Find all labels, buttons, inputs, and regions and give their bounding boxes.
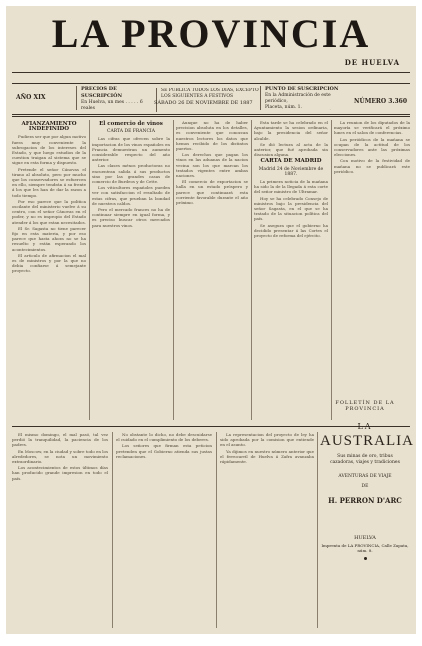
- masthead-title: LA PROVINCIA: [51, 11, 371, 56]
- column-3: [176, 120, 248, 420]
- article-paragraph: Pretende el señor Cánovas el tirano al absoluto, pero por mucho que los conservadores se esfuercen en ello, siempre tendrán á su frente á los que les han de dar la razon a todo tiempo.: [12, 166, 86, 198]
- subscription-point-line: Placeta, núm. 1.: [265, 105, 302, 110]
- article-paragraph: No obstante lo dicho, no debe descuidarse el cuidado en el cumplimiento de los deberes.: [116, 432, 212, 443]
- article-paragraph: Pero el mercado frances no ha de continuar siempre en igual forma, y es preciso buscar otros mercados para nuestros vinos.: [92, 207, 170, 228]
- article-paragraph: Los periódicos de la mañana se ocupan de la actitud de los conservadores ante las próximas elecciones.: [334, 136, 410, 158]
- serial-author: H. PERRON D'ARC: [328, 496, 402, 505]
- article-paragraph: Las clases ménos productoras no encuentran salida á sus productos sino por las grandes casas de comercio de Burdeos y de Cette.: [92, 163, 170, 185]
- divider: [12, 114, 410, 115]
- article-paragraph: Las cifras que ofrecen sobre la importacion de los vinos españoles en Francia demuestran un aumento considerable respecto del año anterior.: [92, 136, 170, 163]
- article-paragraph: Los señores que firman esta peticion pretenden que el Gobierno atienda sus justas reclamaciones.: [116, 443, 212, 459]
- article-paragraph: La reunion de los diputados de la mayoría se verificará el próximo lunes en el salon de conferencias.: [334, 120, 410, 136]
- subscription-line: En Huelva, un mes . . . . . 6 reales: [81, 100, 143, 110]
- article-subheading: Madrid 24 de Noviembre de 1887.: [258, 166, 324, 177]
- serial-by: DE: [361, 484, 369, 489]
- article-paragraph: Los viticultores españoles pueden ver con satisfaccion el resultado de estas cifras, que prueban la bondad de nuestros caldos.: [92, 185, 170, 206]
- article-paragraph: Por eso parece que la politica oscilante del ministerio vuelve á su centro, con el señor Cánovas en el poder, y no es impropio del Estado atender á los que estan necesitados.: [12, 198, 86, 225]
- article-paragraph: La representacion del proyecto de ley ha sido aprobada por la comision que entiende en el asunto.: [220, 432, 314, 448]
- serial-article: LA: [357, 422, 373, 431]
- article-paragraph: Los derechos que pagan los vinos en las aduanas de la nacion vecina son los que marcan los tratados vigentes entre ambas naciones.: [176, 152, 248, 179]
- article-paragraph: El articulo de afirmacion el mal es de ministros y por la que no debia confiarse á semejante proyecto.: [12, 252, 86, 274]
- column-5: [334, 120, 410, 420]
- article-paragraph: Aunque no ha de haber precision absoluta en los detalles, es conveniente que conozcan nuestros lectores los datos que hemos recibido de los distintos puertos.: [176, 120, 248, 152]
- serial-label: FOLLETÍN DE LA PROVINCIA: [335, 400, 395, 412]
- article-heading: El comercio de vinos: [99, 121, 163, 127]
- article-paragraph: Ya dijimos en nuestro número anterior que el ferrocarril de Huelva á Zafra avanzaba rápidamente.: [220, 448, 314, 465]
- article-heading: AFIANZAMIENTO INDEFINIDO: [21, 121, 77, 133]
- publisher-imprint: Imprenta de LA PROVINCIA, Calle Zapata, núm. 8.: [321, 543, 409, 553]
- article-paragraph: En Moscow, en la ciudad y sobre todo en los alrededores, se nota un movimiento extraordinario.: [12, 448, 108, 465]
- article-subheading: CARTA DE FRANCIA: [107, 129, 155, 135]
- masthead-subtitle: DE HUELVA: [344, 58, 400, 67]
- column-divider: [89, 120, 90, 420]
- column-2: [92, 120, 170, 420]
- serial-tagline: [320, 454, 410, 466]
- bottom-column-1: [12, 432, 108, 628]
- column-4: [254, 120, 328, 420]
- bottom-column-2: [116, 432, 212, 628]
- publication-note-text: SE PUBLICA TODOS LOS DÍAS, EXCEPTO LOS SIGUIENTES A FESTIVOS: [161, 88, 259, 99]
- subscription-title: PRECIOS DE SUSCRIPCIÓN: [81, 86, 123, 99]
- column-divider: [331, 120, 332, 420]
- article-paragraph: Pudiera ser que por algun motivo fuera muy conveniente la subrogacion de los intereses del Estado, y que luego estudios de la cuestion traigan al sistema que se sigue en esta forma y dispuesto.: [12, 134, 86, 166]
- column-divider: [216, 432, 217, 628]
- article-paragraph: El Sr. Sagasta no tiene parecer fijo en esta materia, y por eso parece que hasta ahora no se ha resuelto y están esperando los acontecimientos.: [12, 225, 86, 252]
- article-paragraph: Se asegura que el gobierno ha decidido presentar á las Cortes el proyecto de reforma del ejército.: [254, 222, 328, 239]
- serial-title: AUSTRALIA: [320, 433, 414, 449]
- article-paragraph: El comercio de exportacion se halla en un estado próspero y parece que continuará esta corriente favorable durante el año próximo.: [176, 179, 248, 206]
- subscription-point: [260, 86, 353, 110]
- article-paragraph: El mismo domingo, el mal pasó, tal vez perdió la tranquilidad, la paciencia de los padres.: [12, 432, 108, 448]
- column-1: [12, 120, 86, 420]
- article-paragraph: Con motivo de la festividad de mañana no se publicará este periódico.: [334, 158, 410, 174]
- article-paragraph: Esta tarde se ha celebrado en el Ayuntamiento la sesion ordinaria, bajo la presidencia del señor alcalde.: [254, 120, 328, 141]
- serial-tagline-line: cazadoras, viajes y tradiciones: [330, 460, 400, 465]
- publisher-city: HUELVA: [354, 535, 376, 541]
- article-paragraph: Hoy se ha celebrado Consejo de ministros bajo la presidencia del señor Sagasta, en el que se ha tratado de la situacion política del país.: [254, 195, 328, 222]
- column-divider: [251, 120, 252, 420]
- divider: [12, 83, 410, 84]
- divider: [12, 72, 410, 73]
- article-paragraph: Se dió lectura al acta de la anterior, que fué aprobada sin discusion alguna.: [254, 141, 328, 158]
- divider: [12, 116, 410, 117]
- subscription-prices: [76, 86, 157, 110]
- column-divider: [112, 432, 113, 628]
- issue-number: NÚMERO 3.360: [354, 98, 408, 105]
- ornament-dot: [364, 557, 367, 560]
- newspaper-page: [6, 6, 416, 634]
- column-divider: [317, 432, 318, 628]
- subscription-point-line: En la Administración de este periódico,: [265, 93, 331, 104]
- serial-tagline-line: Sus minas de oro, tribus: [337, 454, 393, 459]
- serial-genre: AVENTURAS DE VIAJE: [338, 474, 392, 479]
- bottom-column-3: [220, 432, 314, 628]
- article-paragraph: La primera noticia de la mañana ha sido la de la llegada á esta corte del señor ministro de Ultramar.: [254, 179, 328, 195]
- article-paragraph: Los acontecimientos de estos últimos días han producido grande impresion en todo el país.: [12, 465, 108, 481]
- serial-advertisement: [320, 396, 414, 628]
- column-divider: [173, 120, 174, 420]
- issue-year: AÑO XIX: [16, 94, 46, 101]
- article-heading: CARTA DE MADRID: [260, 158, 322, 165]
- subscription-point-title: PUNTO DE SUSCRIPCIÓN: [265, 86, 339, 92]
- issue-date: SÁBADO 26 DE NOVIEMBRE DE 1887: [154, 100, 253, 106]
